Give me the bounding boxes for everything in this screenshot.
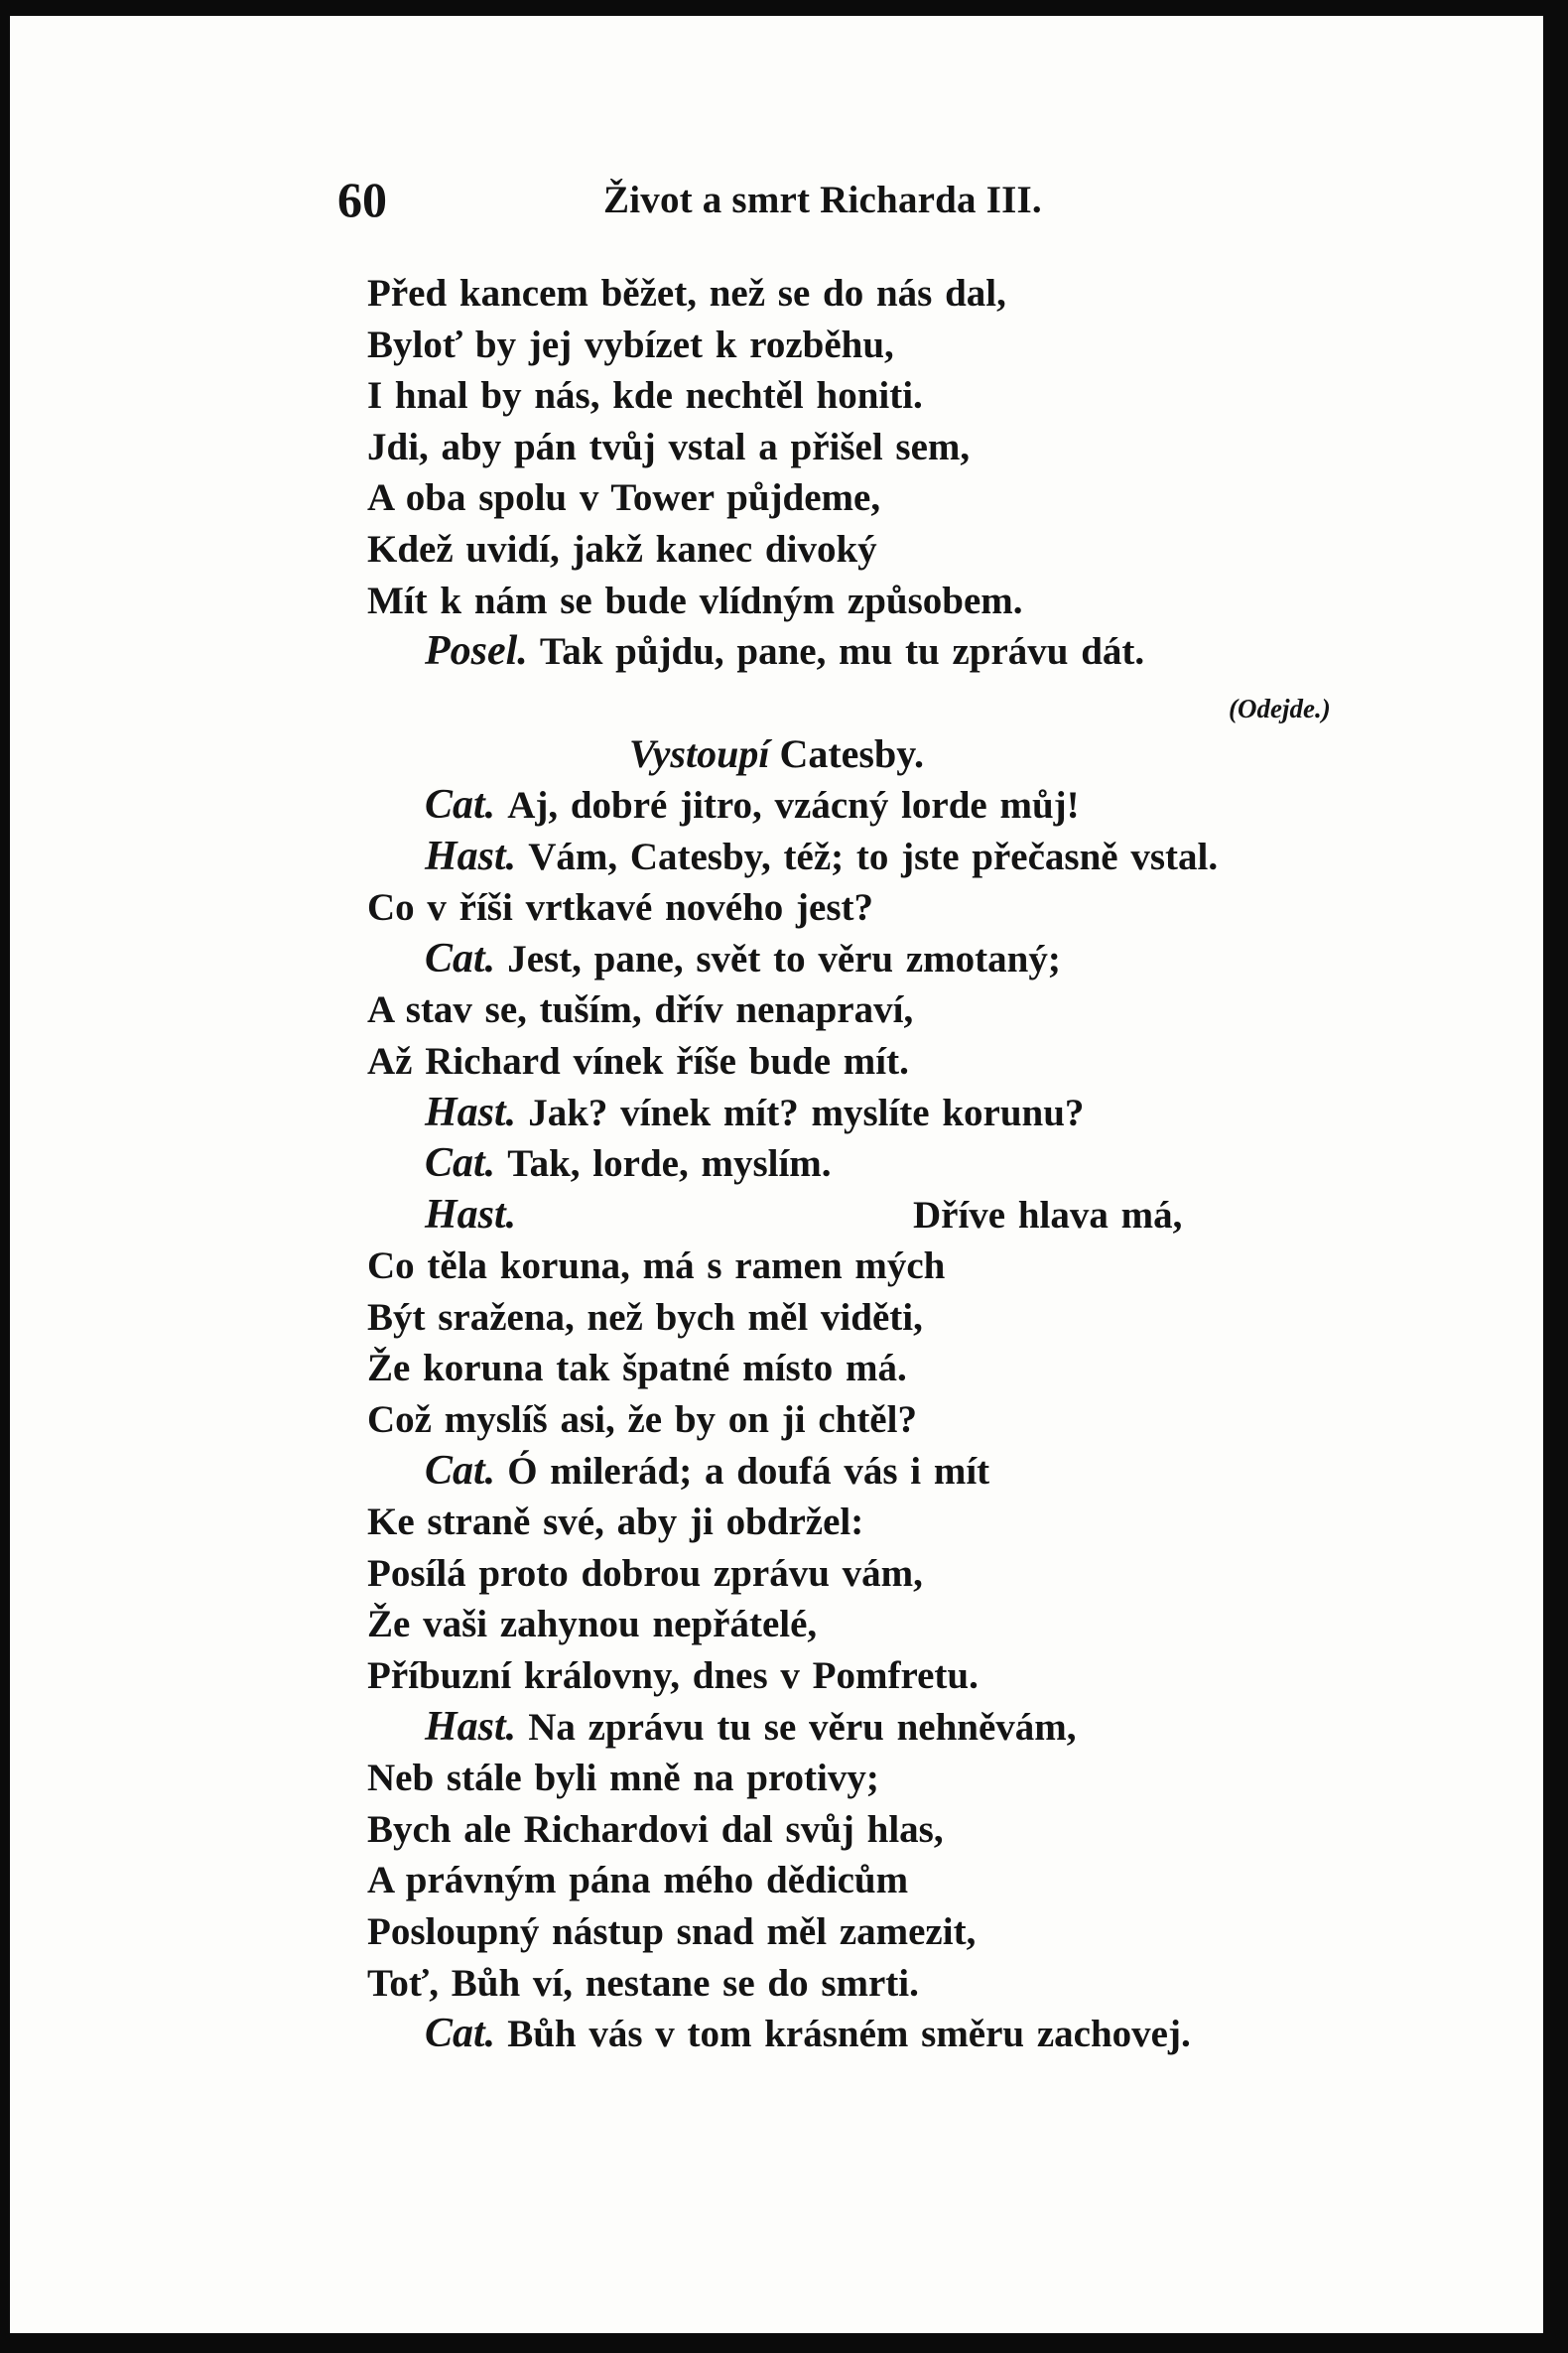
verse-text	[10, 268, 1543, 2060]
text-line	[10, 832, 1543, 883]
verse-line: I hnal by nás, kde nechtěl honiti.	[367, 374, 923, 418]
text-line	[10, 268, 1543, 320]
speaker-name: Cat.	[425, 1140, 496, 1187]
text-line	[10, 1088, 1543, 1139]
text-line	[10, 1446, 1543, 1498]
stage-entry	[10, 728, 1543, 780]
text-line	[10, 1650, 1543, 1702]
verse-line: Neb stále byli mně na protivy;	[367, 1757, 879, 1800]
verse-line: Bych ale Richardovi dal svůj hlas,	[367, 1807, 944, 1851]
text-line	[10, 1497, 1543, 1548]
verse-line: Byloť by jej vybízet k rozběhu,	[367, 323, 894, 366]
text-line	[10, 1343, 1543, 1394]
text-line	[10, 934, 1543, 985]
speaker-name: Hast.	[425, 833, 517, 879]
text-line	[10, 1241, 1543, 1292]
verse-line: Což myslíš asi, že by on ji chtěl?	[367, 1398, 917, 1442]
speech-text: Bůh vás v tom krásném směru zachovej.	[507, 2013, 1191, 2056]
running-title: Život a smrt Richarda III.	[603, 179, 1042, 221]
page-number: 60	[337, 172, 387, 227]
text-line	[10, 1036, 1543, 1088]
speech-text: Na zprávu tu se věru nehněvám,	[528, 1705, 1077, 1749]
text-line	[10, 576, 1543, 627]
verse-line: Kdež uvidí, jakž kanec divoký	[367, 527, 877, 571]
entering-character: Catesby.	[779, 731, 925, 777]
speaker-name: Cat.	[425, 1447, 496, 1494]
speaker-name: Posel.	[425, 628, 528, 675]
speech-line	[425, 832, 1218, 883]
speech-line	[425, 1446, 989, 1498]
text-line	[10, 678, 1543, 729]
speaker-name: Hast.	[425, 1089, 517, 1135]
verse-line: Že vaši zahynou nepřátelé,	[367, 1603, 818, 1646]
verse-line: Mít k nám se bude vlídným způsobem.	[367, 579, 1023, 622]
text-line	[10, 1548, 1543, 1600]
text-line	[10, 524, 1543, 576]
verse-line: Posílá proto dobrou zprávu vám,	[367, 1551, 923, 1595]
verse-line: Jdi, aby pán tvůj vstal a přišel sem,	[367, 425, 971, 468]
speech-text: Ó milerád; a doufá vás i mít	[507, 1449, 990, 1493]
text-line	[10, 1855, 1543, 1906]
speech-text: Jak? vínek mít? myslíte korunu?	[528, 1091, 1085, 1134]
text-line	[10, 422, 1543, 473]
speech-line	[425, 780, 1080, 832]
verse-line: Že koruna tak špatné místo má.	[367, 1347, 907, 1390]
text-line	[10, 1804, 1543, 1856]
text-line	[10, 728, 1543, 780]
entry-verb: Vystoupí	[628, 731, 770, 777]
verse-line: A oba spolu v Tower půjdeme,	[367, 476, 881, 520]
text-line	[10, 626, 1543, 678]
speech-text: Jest, pane, svět to věru zmotaný;	[507, 937, 1061, 980]
verse-line: Až Richard vínek říše bude mít.	[367, 1039, 909, 1083]
speech-line	[425, 2009, 1191, 2060]
speech-text: Dříve hlava má,	[913, 1193, 1183, 1237]
speaker-name: Cat.	[425, 935, 496, 981]
speech-text: Tak, lorde, myslím.	[507, 1142, 832, 1186]
verse-line: Co v říši vrtkavé nového jest?	[367, 886, 874, 930]
text-line	[10, 1906, 1543, 1958]
text-line	[10, 320, 1543, 371]
text-line	[10, 1958, 1543, 2010]
stage-direction: (Odejde.)	[1229, 693, 1331, 723]
text-line	[10, 1138, 1543, 1190]
text-line	[10, 882, 1543, 934]
verse-line: Příbuzní královny, dnes v Pomfretu.	[367, 1654, 979, 1698]
book-page	[10, 16, 1543, 2333]
text-line	[10, 1292, 1543, 1344]
verse-line: A právným pána mého dědicům	[367, 1859, 909, 1902]
speech-line	[425, 1702, 1077, 1754]
text-line	[10, 1190, 1543, 1242]
verse-line: Toť, Bůh ví, nestane se do smrti.	[367, 1961, 919, 2005]
text-line	[10, 1599, 1543, 1650]
speech-line	[425, 1088, 1084, 1139]
verse-line: Posloupný nástup snad měl zamezit,	[367, 1910, 977, 1953]
verse-line: Ke straně své, aby ji obdržel:	[367, 1501, 864, 1544]
verse-line: A stav se, tuším, dřív nenapraví,	[367, 988, 914, 1032]
text-line	[10, 984, 1543, 1036]
speaker-name: Hast.	[425, 1191, 517, 1238]
page-header	[10, 165, 1543, 234]
speech-line	[425, 1138, 832, 1190]
text-line	[10, 780, 1543, 832]
speaker-name: Cat.	[425, 2011, 496, 2057]
verse-line: Před kancem běžet, než se do nás dal,	[367, 272, 1006, 315]
verse-line: Být sražena, než bych měl viděti,	[367, 1295, 923, 1339]
speaker-name: Hast.	[425, 1703, 517, 1750]
verse-line: Co těla koruna, má s ramen mých	[367, 1244, 946, 1288]
speech-text: Tak půjdu, pane, mu tu zprávu dát.	[539, 630, 1145, 674]
speech-line	[425, 1190, 528, 1242]
speech-line	[425, 626, 1144, 678]
text-line	[10, 2009, 1543, 2060]
text-line	[10, 1753, 1543, 1804]
speaker-name: Cat.	[425, 781, 496, 828]
speech-text: Aj, dobré jitro, vzácný lorde můj!	[507, 783, 1080, 827]
speech-text: Vám, Catesby, též; to jste přečasně vstal.	[528, 835, 1219, 878]
text-line	[10, 1394, 1543, 1446]
text-line	[10, 1702, 1543, 1754]
text-line	[10, 472, 1543, 524]
speech-line	[425, 934, 1061, 985]
text-line	[10, 370, 1543, 422]
